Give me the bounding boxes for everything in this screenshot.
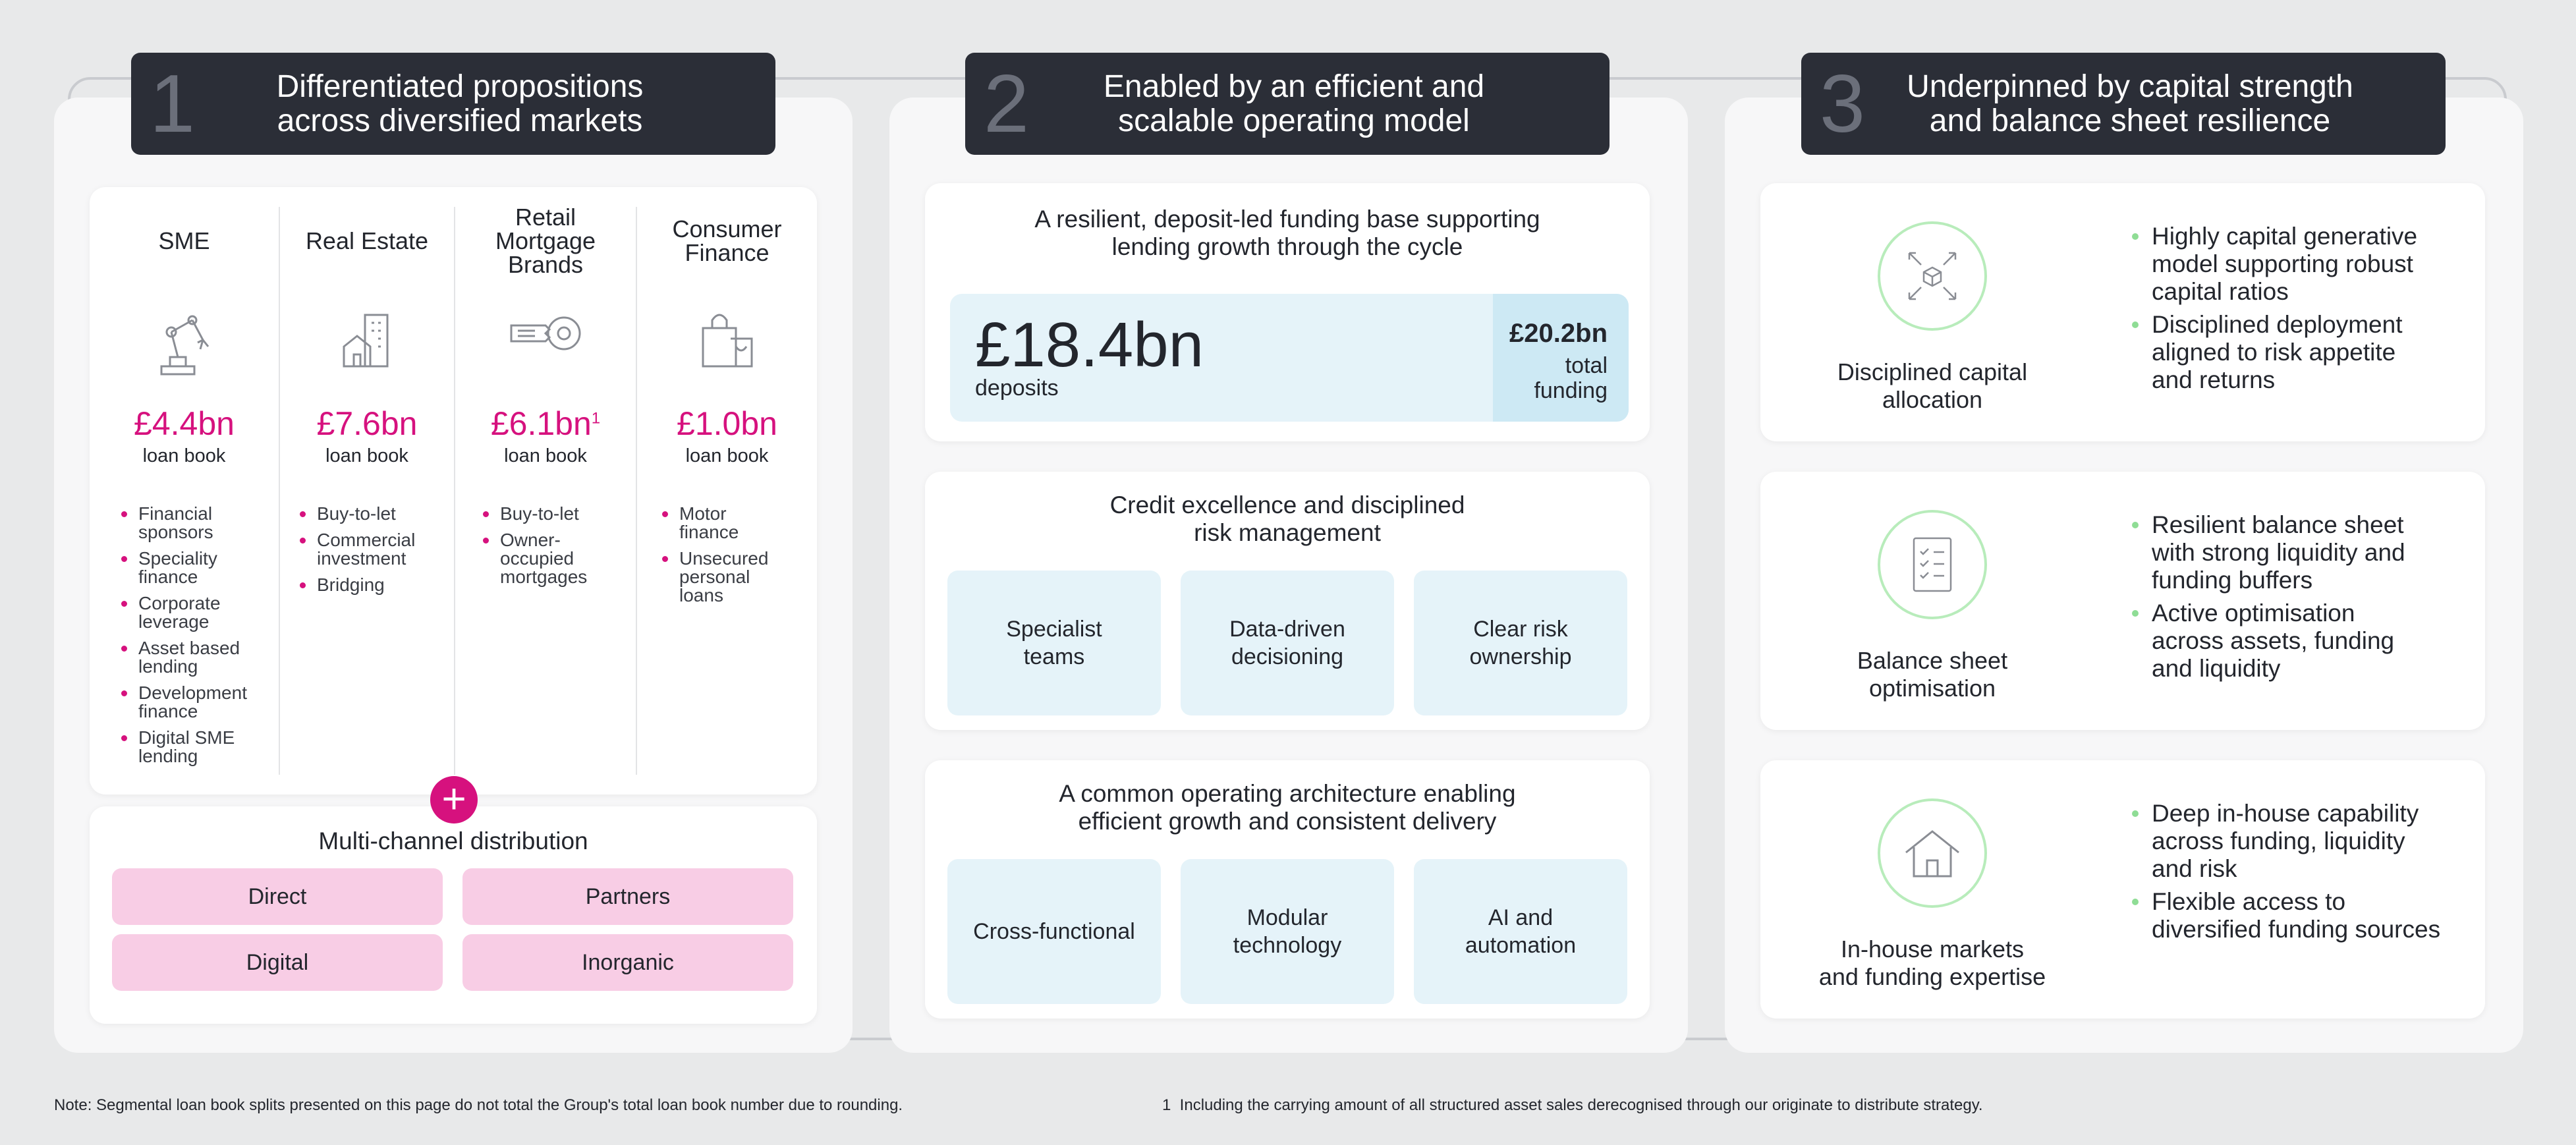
tile-modular-technology: Modular technology: [1181, 859, 1394, 1004]
funding-bar: [950, 294, 1629, 422]
header-1: [131, 53, 775, 155]
list-item: Buy-to-let: [483, 505, 587, 523]
list-item: Disciplined deployment aligned to risk appetite and returns: [2129, 311, 2417, 394]
tile-cross-functional: Cross-functional: [947, 859, 1161, 1004]
list-item: Commercial investment: [300, 531, 415, 568]
segment-consumer-finance: [637, 187, 817, 795]
list-item: Resilient balance sheet with strong liquidity and funding buffers: [2129, 511, 2405, 594]
total-funding-label: total funding: [1534, 353, 1608, 403]
header-title: Differentiated propositions across diversified markets: [276, 69, 644, 138]
cube-arrows-icon: [1878, 221, 1987, 331]
list-item: Buy-to-let: [300, 505, 415, 523]
funding-card: [925, 183, 1650, 441]
robot-arm-icon: [152, 306, 217, 381]
column-propositions: [54, 98, 853, 1053]
segment-list: [121, 505, 247, 773]
segment-amount: $£6.1bn^1$: [490, 405, 601, 442]
credit-title: Credit excellence and disciplined risk management: [1109, 491, 1465, 546]
header-number: 3: [1820, 58, 1865, 150]
footnote-rounding: Note: Segmental loan book splits presented on this page do not total the Group's total loan book number due to rounding.: [54, 1096, 903, 1114]
list-item: Highly capital generative model supporting robust capital ratios: [2129, 223, 2417, 306]
list-item: Corporate leverage: [121, 594, 247, 631]
channel-digital: Digital: [112, 934, 443, 991]
segment-list: [662, 505, 768, 613]
segments-card: [90, 187, 817, 795]
header-number: 2: [984, 58, 1029, 150]
tile-data-driven: Data-driven decisioning: [1181, 571, 1394, 715]
architecture-card: [925, 760, 1650, 1019]
capital-card-label: Balance sheet optimisation: [1857, 647, 2008, 702]
segment-subtitle: loan book: [504, 445, 587, 466]
list-item: Financial sponsors: [121, 505, 247, 542]
distribution-title: Multi-channel distribution: [318, 827, 588, 854]
segment-amount: £1.0bn: [677, 405, 777, 442]
tile-risk-ownership: Clear risk ownership: [1414, 571, 1627, 715]
list-item: Owner- occupied mortgages: [483, 531, 587, 586]
tile-ai-automation: AI and automation: [1414, 859, 1627, 1004]
segment-subtitle: loan book: [685, 445, 769, 466]
shopping-bag-icon: [698, 306, 757, 375]
total-funding-value: £20.2bn: [1509, 319, 1608, 348]
deposits-label: deposits: [975, 376, 1059, 401]
segment-title: Consumer Finance: [672, 215, 782, 266]
segment-list: [300, 505, 415, 602]
capital-card-label: Disciplined capital allocation: [1837, 358, 2028, 413]
segment-real-estate: [280, 187, 454, 795]
plus-icon: +: [430, 776, 478, 824]
list-item: Asset based lending: [121, 639, 247, 676]
architecture-title: A common operating architecture enabling efficient growth and consistent delivery: [1059, 780, 1516, 835]
credit-card: [925, 472, 1650, 730]
key-icon: [506, 306, 585, 368]
channel-direct: Direct: [112, 868, 443, 925]
header-title: Enabled by an efficient and scalable operating model: [1103, 69, 1485, 138]
column-capital-strength: [1725, 98, 2523, 1053]
channel-partners: Partners: [462, 868, 793, 925]
segment-title: Real Estate: [305, 227, 429, 254]
segment-retail-mortgage: [455, 187, 636, 795]
distribution-card: [90, 806, 817, 1024]
header-3: [1801, 53, 2446, 155]
buildings-icon: [337, 306, 397, 375]
capital-card-allocation: [1760, 183, 2485, 441]
list-item: Bridging: [300, 576, 415, 594]
list-item: Deep in-house capability across funding, liquidity and risk: [2129, 800, 2440, 883]
header-2: [965, 53, 1610, 155]
channel-inorganic: Inorganic: [462, 934, 793, 991]
segment-title: Retail Mortgage Brands: [495, 204, 596, 278]
deposits-value: £18.4bn: [975, 310, 1204, 380]
segment-amount: £4.4bn: [134, 405, 235, 442]
capital-card-bullets: [2129, 223, 2417, 399]
funding-title: A resilient, deposit-led funding base supporting lending growth through the cycle: [1034, 206, 1540, 260]
checklist-icon: [1878, 510, 1987, 619]
total-funding-block: [1493, 294, 1629, 422]
segment-list: [483, 505, 587, 594]
capital-card-markets: [1760, 760, 2485, 1019]
footnote-reference: 1 Including the carrying amount of all structured asset sales derecognised through our originate to distribute strategy.: [1162, 1096, 1983, 1114]
header-number: 1: [150, 58, 195, 150]
tile-specialist-teams: Specialist teams: [947, 571, 1161, 715]
capital-card-balance-sheet: [1760, 472, 2485, 730]
header-title: Underpinned by capital strength and balance sheet resilience: [1907, 69, 2353, 138]
list-item: Unsecured personal loans: [662, 549, 768, 605]
list-item: Development finance: [121, 684, 247, 721]
capital-card-label: In-house markets and funding expertise: [1818, 936, 2046, 990]
list-item: Active optimisation across assets, funding and liquidity: [2129, 600, 2405, 683]
segment-subtitle: loan book: [325, 445, 408, 466]
list-item: Motor finance: [662, 505, 768, 542]
capital-card-bullets: [2129, 511, 2405, 688]
capital-card-bullets: [2129, 800, 2440, 949]
segment-title: SME: [158, 227, 210, 254]
list-item: Digital SME lending: [121, 729, 247, 766]
segment-amount: £7.6bn: [316, 405, 418, 442]
segment-sme: [90, 187, 279, 795]
list-item: Speciality finance: [121, 549, 247, 586]
segment-subtitle: loan book: [142, 445, 226, 466]
list-item: Flexible access to diversified funding sources: [2129, 888, 2440, 943]
column-operating-model: [889, 98, 1688, 1053]
house-icon: [1878, 798, 1987, 908]
